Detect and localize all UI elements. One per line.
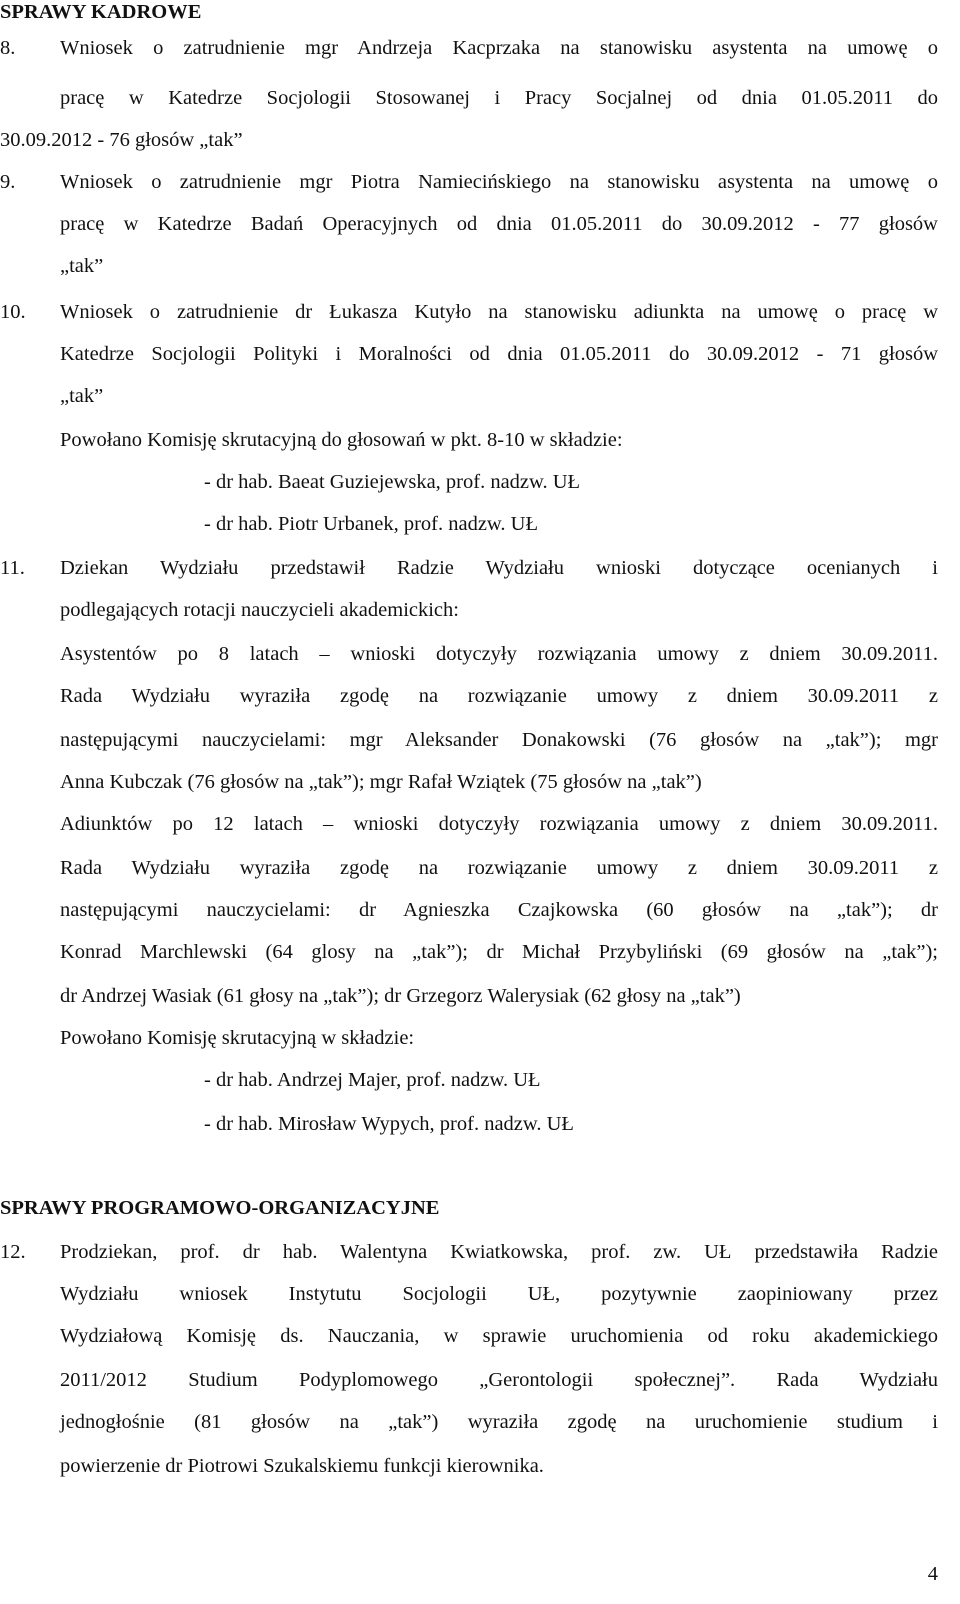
item-number: 10. [0,301,26,323]
committee-member: - dr hab. Baeat Guziejewska, prof. nadzw. UŁ [204,471,581,493]
page-number: 4 [927,1563,938,1585]
item-10-line: Wniosek o zatrudnienie dr Łukasza Kutyło na stanowisku adiunkta na umowę o pracę w [60,301,938,323]
item-12-line: Prodziekan, prof. dr hab. Walentyna Kwiatkowska, prof. zw. UŁ przedstawiła Radzie [60,1241,938,1263]
item-11-line: Rada Wydziału wyraziła zgodę na rozwiązanie umowy z dniem 30.09.2011 z [60,685,938,707]
committee-member: - dr hab. Piotr Urbanek, prof. nadzw. UŁ [204,513,538,535]
item-11-line: Rada Wydziału wyraziła zgodę na rozwiązanie umowy z dniem 30.09.2011 z [60,857,938,879]
item-12-line: powierzenie dr Piotrowi Szukalskiemu funkcji kierownika. [60,1455,544,1477]
item-12-line: Wydziałową Komisję ds. Nauczania, w sprawie uruchomienia od roku akademickiego [60,1325,938,1347]
item-11-line: podlegających rotacji nauczycieli akademickich: [60,599,459,621]
item-8-line: pracę w Katedrze Socjologii Stosowanej i Pracy Socjalnej od dnia 01.05.2011 do [60,87,938,109]
item-8-line: Wniosek o zatrudnienie mgr Andrzeja Kacprzaka na stanowisku asystenta na umowę o [60,37,938,59]
section-heading-staff: SPRAWY KADROWE [0,1,202,23]
committee-member: - dr hab. Andrzej Majer, prof. nadzw. UŁ [204,1069,541,1091]
item-8-line: 30.09.2012 - 76 głosów „tak” [0,129,243,151]
item-11-line: Adiunktów po 12 latach – wnioski dotyczyły rozwiązania umowy z dniem 30.09.2011. [60,813,938,835]
committee-member: - dr hab. Mirosław Wypych, prof. nadzw. UŁ [204,1113,574,1135]
item-12-line: Wydziału wniosek Instytutu Socjologii UŁ, pozytywnie zaopiniowany przez [60,1283,938,1305]
item-number: 9. [0,171,16,193]
item-11-line: Anna Kubczak (76 głosów na „tak”); mgr Rafał Wziątek (75 głosów na „tak”) [60,771,702,793]
item-11-line: następującymi nauczycielami: dr Agnieszka Czajkowska (60 głosów na „tak”); dr [60,899,938,921]
item-12-line: 2011/2012 Studium Podyplomowego „Gerontologii społecznej”. Rada Wydziału [60,1369,938,1391]
committee-note: Powołano Komisję skrutacyjną do głosowań w pkt. 8-10 w składzie: [60,429,623,451]
item-11-line: dr Andrzej Wasiak (61 głosy na „tak”); dr Grzegorz Walerysiak (62 głosy na „tak”) [60,985,741,1007]
item-10-line: „tak” [60,385,104,407]
item-11-line: Asystentów po 8 latach – wnioski dotyczyły rozwiązania umowy z dniem 30.09.2011. [60,643,938,665]
item-11-line: Konrad Marchlewski (64 glosy na „tak”); dr Michał Przybyliński (69 głosów na „tak”); [60,941,938,963]
item-number: 11. [0,557,25,579]
item-number: 8. [0,37,16,59]
section-heading-programs: SPRAWY PROGRAMOWO-ORGANIZACYJNE [0,1197,440,1219]
item-12-line: jednogłośnie (81 głosów na „tak”) wyraziła zgodę na uruchomienie studium i [60,1411,938,1433]
committee-note: Powołano Komisję skrutacyjną w składzie: [60,1027,415,1049]
item-number: 12. [0,1241,26,1263]
item-11-line: następującymi nauczycielami: mgr Aleksander Donakowski (76 głosów na „tak”); mgr [60,729,938,751]
item-11-line: Dziekan Wydziału przedstawił Radzie Wydziału wnioski dotyczące ocenianych i [60,557,938,579]
item-10-line: Katedrze Socjologii Polityki i Moralności od dnia 01.05.2011 do 30.09.2012 - 71 głosów [60,343,938,365]
item-9-line: „tak” [60,255,104,277]
item-9-line: pracę w Katedrze Badań Operacyjnych od dnia 01.05.2011 do 30.09.2012 - 77 głosów [60,213,938,235]
item-9-line: Wniosek o zatrudnienie mgr Piotra Namiecińskiego na stanowisku asystenta na umowę o [60,171,938,193]
